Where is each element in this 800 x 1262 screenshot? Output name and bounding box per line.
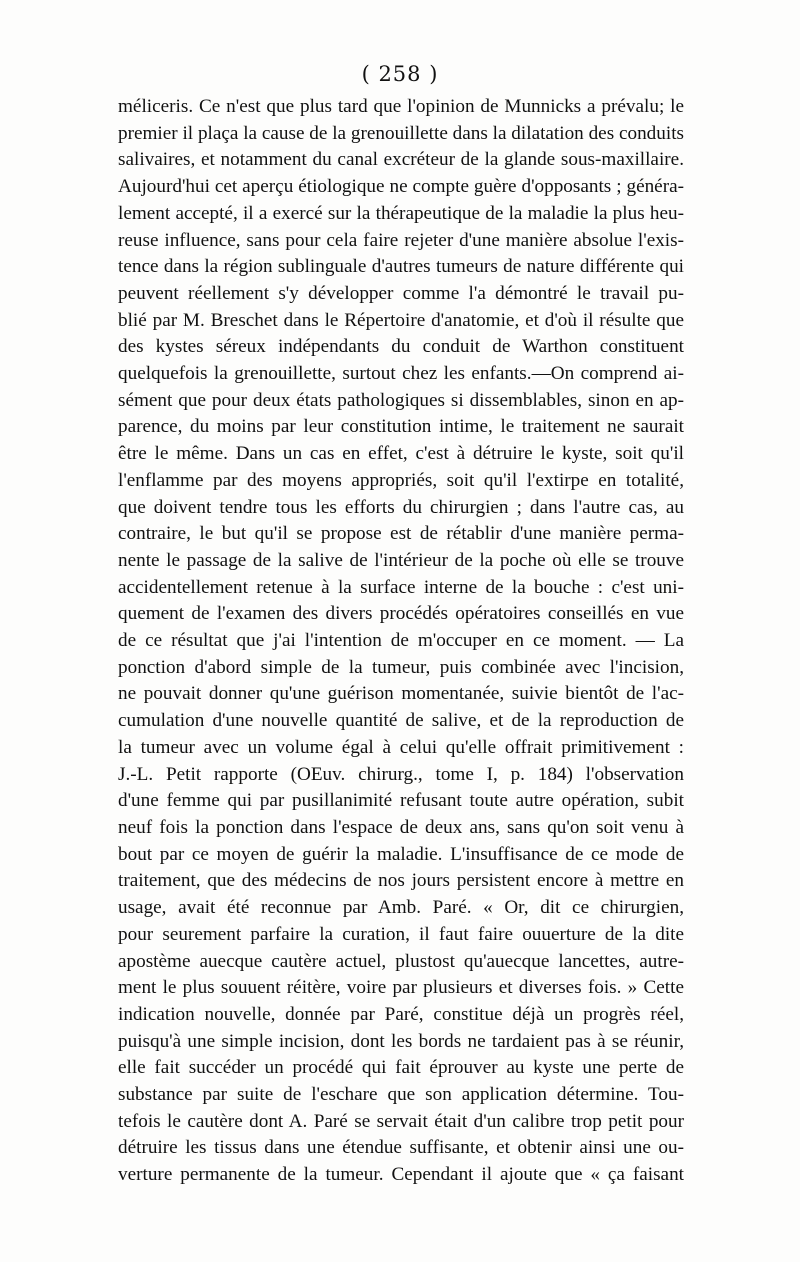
text-line: sément que pour deux états pathologiques si dissemblables, sinon en ap- (118, 389, 684, 411)
text-line: indication nouvelle, donnée par Paré, constitue déjà un progrès réel, (118, 1003, 684, 1025)
body-text (118, 94, 684, 1189)
text-line: puisqu'à une simple incision, dont les bords ne tardaient pas à se réunir, (118, 1030, 684, 1052)
text-line: ponction d'abord simple de la tumeur, puis combinée avec l'incision, (118, 656, 684, 678)
text-line: premier il plaça la cause de la grenouillette dans la dilatation des conduits (118, 122, 684, 144)
text-line: nente le passage de la salive de l'intérieur de la poche où elle se trouve (118, 549, 684, 571)
text-line: tefois le cautère dont A. Paré se servait était d'un calibre trop petit pour (118, 1110, 684, 1132)
text-line: parence, du moins par leur constitution intime, le traitement ne saurait (118, 416, 684, 438)
text-line: bout par ce moyen de guérir la maladie. L'insuffisance de ce mode de (118, 843, 684, 865)
text-line: des kystes séreux indépendants du conduit de Warthon constituent (118, 336, 684, 358)
text-line: J.-L. Petit rapporte (OEuv. chirurg., tome I, p. 184) l'observation (118, 763, 684, 785)
text-line: être le même. Dans un cas en effet, c'est à détruire le kyste, soit qu'il (118, 443, 684, 465)
text-line: Aujourd'hui cet aperçu étiologique ne compte guère d'opposants ; généra- (118, 176, 684, 198)
text-line: salivaires, et notamment du canal excréteur de la glande sous-maxillaire. (118, 149, 684, 171)
page-number: ( 258 ) (361, 62, 439, 86)
text-line: peuvent réellement s'y développer comme l'a démontré le travail pu- (118, 282, 684, 304)
text-line: traitement, que des médecins de nos jours persistent encore à mettre en (118, 870, 684, 892)
text-line: reuse influence, sans pour cela faire rejeter d'une manière absolue l'exis- (118, 229, 684, 251)
text-line: cumulation d'une nouvelle quantité de salive, et de la reproduction de (118, 710, 684, 732)
text-line: pour seurement parfaire la curation, il faut faire ouuerture de la dite (118, 923, 684, 945)
text-line: ne pouvait donner qu'une guérison momentanée, suivie bientôt de l'ac- (118, 683, 684, 705)
text-line: blié par M. Breschet dans le Répertoire d'anatomie, et d'où il résulte que (118, 309, 684, 331)
text-line: détruire les tissus dans une étendue suffisante, et obtenir ainsi une ou- (118, 1137, 684, 1159)
text-line: quelquefois la grenouillette, surtout chez les enfants.—On comprend ai- (118, 363, 684, 385)
text-line: usage, avait été reconnue par Amb. Paré. « Or, dit ce chirurgien, (118, 897, 684, 919)
text-line: l'enflamme par des moyens appropriés, soit qu'il l'extirpe en totalité, (118, 469, 684, 491)
text-line: accidentellement retenue à la surface interne de la bouche : c'est uni- (118, 576, 684, 598)
text-line: ment le plus souuent réitère, voire par plusieurs et diverses fois. » Cette (118, 977, 684, 999)
text-line: apostème auecque cautère actuel, plustost qu'auecque lancettes, autre- (118, 950, 684, 972)
text-line: lement accepté, il a exercé sur la thérapeutique de la maladie la plus heu- (118, 202, 684, 224)
text-line: contraire, le but qu'il se propose est de rétablir d'une manière perma- (118, 523, 684, 545)
text-line: verture permanente de la tumeur. Cependant il ajoute que « ça faisant (118, 1164, 684, 1186)
text-line: que doivent tendre tous les efforts du chirurgien ; dans l'autre cas, au (118, 496, 684, 518)
text-line: neuf fois la ponction dans l'espace de deux ans, sans qu'on soit venu à (118, 816, 684, 838)
text-line: elle fait succéder un procédé qui fait éprouver au kyste une perte de (118, 1057, 684, 1079)
text-line: quement de l'examen des divers procédés opératoires conseillés en vue (118, 603, 684, 625)
text-line: substance par suite de l'eschare que son application détermine. Tou- (118, 1084, 684, 1106)
text-line: méliceris. Ce n'est que plus tard que l'opinion de Munnicks a prévalu; le (118, 96, 684, 117)
text-line: d'une femme qui par pusillanimité refusant toute autre opération, subit (118, 790, 684, 812)
text-line: tence dans la région sublinguale d'autres tumeurs de nature différente qui (118, 256, 684, 278)
text-line: de ce résultat que j'ai l'intention de m'occuper en ce moment. — La (118, 630, 684, 652)
text-line: la tumeur avec un volume égal à celui qu'elle offrait primitivement : (118, 736, 684, 758)
